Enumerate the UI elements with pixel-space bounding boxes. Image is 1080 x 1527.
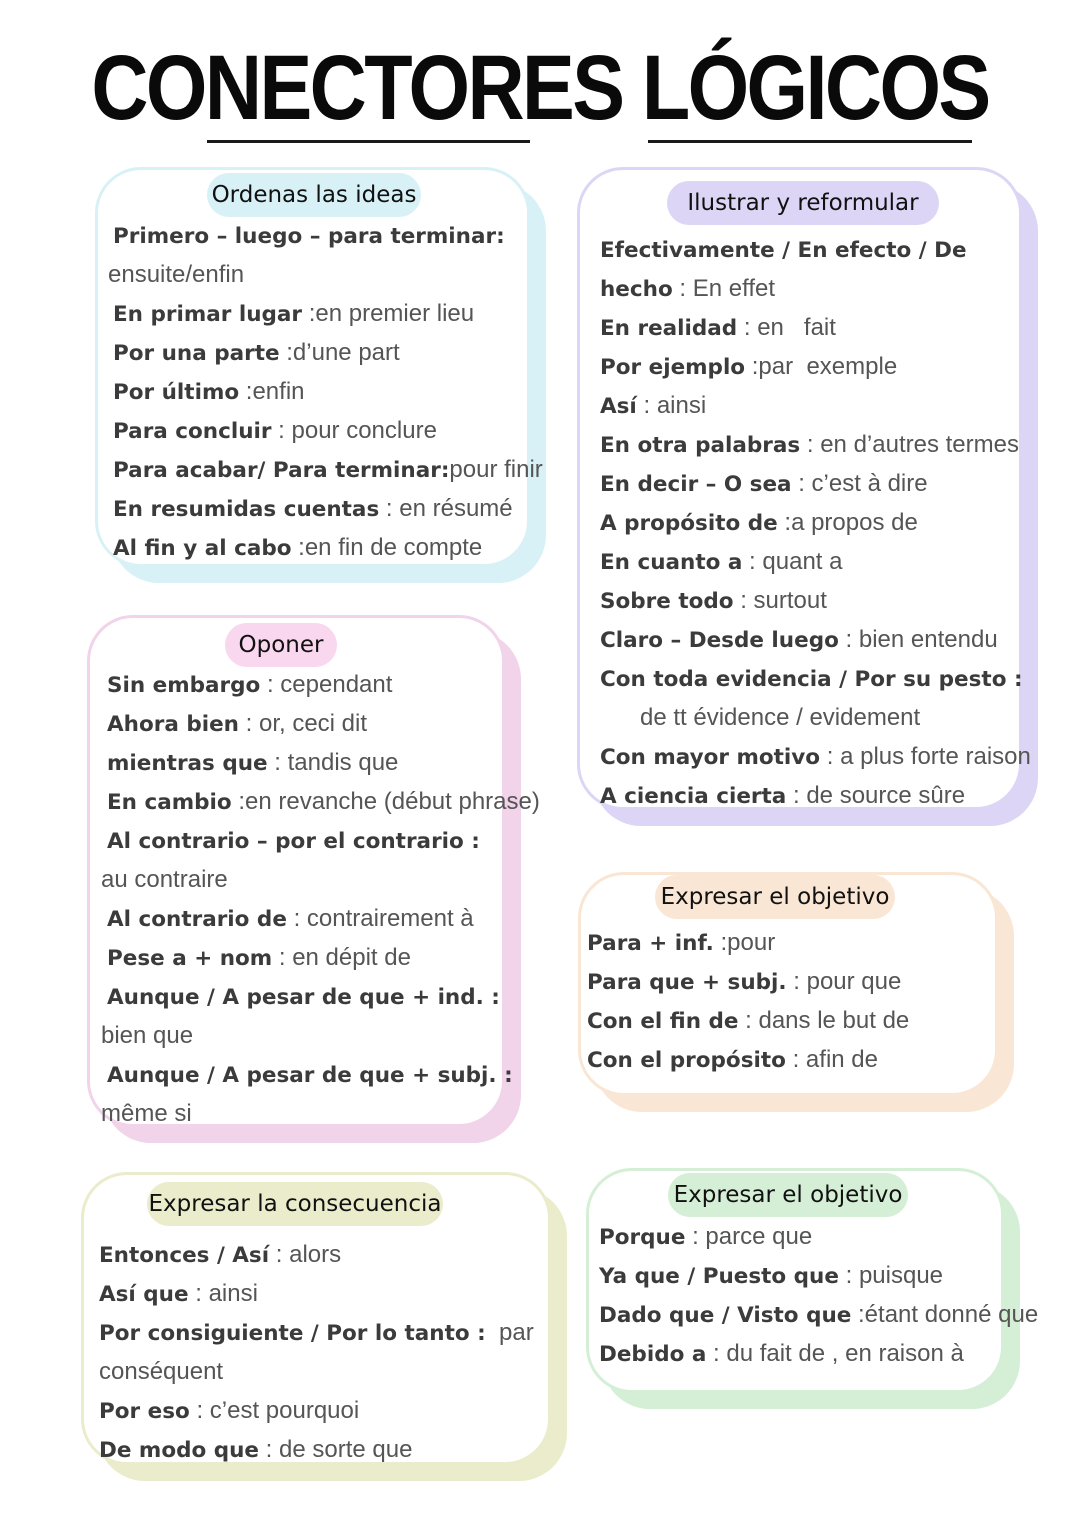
list-item: En cambio :en revanche (début phrase) [107, 788, 540, 815]
list-item: Al contrario – por el contrario : [107, 829, 480, 854]
list-item: Por una parte :d’une part [113, 339, 400, 366]
list-item: Con toda evidencia / Por su pesto : [600, 667, 1023, 692]
list-item: Para que + subj. : pour que [587, 968, 902, 995]
list-item: Aunque / A pesar de que + ind. : [107, 985, 500, 1010]
card-ordenar-ideas [95, 167, 543, 567]
list-item: Porque : parce que [599, 1223, 813, 1250]
card-expresar-causa [586, 1168, 1039, 1393]
title-underline-left [207, 140, 530, 143]
page-title: CONECTORES LÓGICOS [91, 37, 989, 139]
list-item: En resumidas cuentas : en résumé [113, 495, 513, 522]
list-item: Con el fin de : dans le but de [587, 1007, 910, 1034]
card-ilustrar-reformular [577, 167, 1031, 810]
list-item: ensuite/enfin [108, 261, 245, 288]
list-item: hecho : En effet [600, 275, 776, 302]
list-item: au contraire [101, 866, 228, 893]
list-item: Para concluir : pour conclure [113, 417, 437, 444]
list-item: Entonces / Así : alors [99, 1241, 342, 1268]
list-item: Para acabar/ Para terminar:pour finir [113, 456, 543, 483]
list-item: Por eso : c’est pourquoi [99, 1397, 360, 1424]
list-item: Para + inf. :pour [587, 929, 776, 956]
section-heading: Expresar el objetivo [668, 1173, 908, 1217]
card-expresar-consecuencia [81, 1172, 551, 1465]
card-oponer [87, 615, 540, 1127]
list-item: même si [101, 1100, 192, 1127]
list-item: Dado que / Visto que :étant donné que [599, 1301, 1039, 1328]
list-item: bien que [101, 1022, 194, 1049]
list-item: En realidad : en fait [600, 314, 836, 341]
card-expresar-objetivo [578, 872, 998, 1096]
list-item: De modo que : de sorte que [99, 1436, 413, 1463]
section-heading: Oponer [225, 623, 337, 667]
list-item: Con el propósito : afin de [587, 1046, 878, 1073]
connector-list [600, 231, 1031, 816]
list-item: A ciencia cierta : de source sûre [600, 782, 966, 809]
list-item: En cuanto a : quant a [600, 548, 843, 575]
list-item: Efectivamente / En efecto / De [600, 238, 967, 263]
connector-list [99, 1236, 534, 1470]
list-item: Aunque / A pesar de que + subj. : [107, 1063, 513, 1088]
list-item: Por ejemplo :par exemple [600, 353, 898, 380]
list-item: mientras que : tandis que [107, 749, 399, 776]
list-item: Con mayor motivo : a plus forte raison [600, 743, 1031, 770]
list-item: A propósito de :a propos de [600, 509, 918, 536]
section-heading: Expresar la consecuencia [147, 1182, 443, 1226]
title-underline-right [648, 140, 972, 143]
connector-list [108, 217, 543, 568]
list-item: de tt évidence / evidement [600, 704, 921, 731]
section-heading: Expresar el objetivo [655, 875, 895, 919]
list-item: Así : ainsi [600, 392, 707, 419]
section-heading: Ilustrar y reformular [667, 181, 939, 225]
section-heading: Ordenas las ideas [207, 173, 421, 217]
list-item: Debido a : du fait de , en raison à [599, 1340, 964, 1367]
connector-list [587, 924, 909, 1080]
list-item: Así que : ainsi [99, 1280, 258, 1307]
list-item: Al contrario de : contrairement à [107, 905, 474, 932]
list-item: Pese a + nom : en dépit de [107, 944, 411, 971]
list-item: Ahora bien : or, ceci dit [107, 710, 368, 737]
list-item: En otra palabras : en d’autres termes [600, 431, 1019, 458]
list-item: Claro – Desde luego : bien entendu [600, 626, 998, 653]
connector-list [101, 666, 540, 1134]
list-item: Por último :enfin [113, 378, 305, 405]
list-item: Ya que / Puesto que : puisque [599, 1262, 944, 1289]
list-item: Al fin y al cabo :en fin de compte [113, 534, 483, 561]
list-item: En primar lugar :en premier lieu [113, 300, 475, 327]
list-item: En decir – O sea : c’est à dire [600, 470, 928, 497]
list-item: Por consiguiente / Por lo tanto : par [99, 1319, 534, 1346]
list-item: Sin embargo : cependant [107, 671, 393, 698]
list-item: Sobre todo : surtout [600, 587, 827, 614]
list-item: Primero – luego – para terminar: [113, 224, 505, 249]
connector-list [599, 1218, 1038, 1374]
list-item: conséquent [99, 1358, 224, 1385]
